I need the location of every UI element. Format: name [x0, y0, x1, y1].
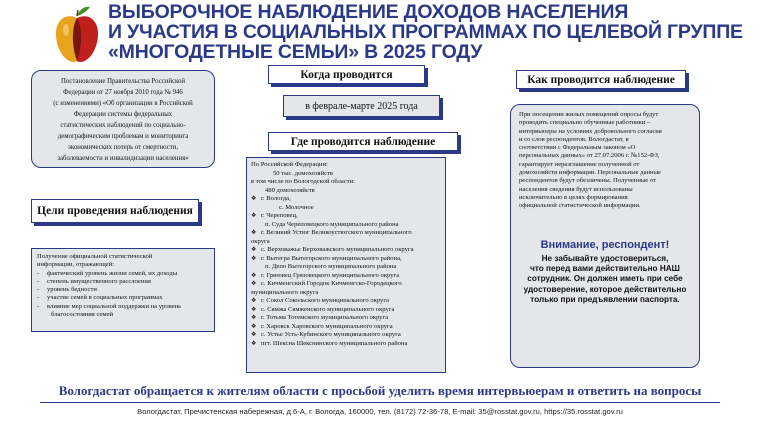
goals-text — [37, 253, 209, 319]
location-text: пгт. Шексна Шекснинского муниципального района — [261, 339, 408, 347]
diamond-bullet-icon: ❖ — [251, 247, 257, 253]
diamond-bullet-icon: ❖ — [251, 315, 257, 321]
decree-line: Федерации системы федеральных — [73, 111, 173, 118]
decree-line: Постановление Правительства Российской — [60, 78, 186, 85]
location-text: п. Депо Вытегорского муниципального района — [265, 263, 397, 270]
decree-line: демографическим проблемам и мониторинга — [57, 133, 189, 140]
location-text: с. Сямжа Сямженского муниципального округа — [261, 305, 395, 313]
location-line — [251, 161, 441, 170]
goals-list-item — [37, 303, 209, 311]
location-line — [251, 170, 441, 179]
location-item — [251, 246, 441, 255]
how-line: домохозяйств информации. Персональные данные — [519, 169, 661, 177]
location-text: г. Грязовец Грязовецкого муниципального округа — [261, 271, 400, 279]
how-line: персональных данных» от 27.07.2006 г. №152-ФЗ, — [519, 152, 660, 160]
page-title — [108, 2, 758, 62]
where-header — [268, 132, 458, 151]
location-text: г. Великий Устюг Великоустюгского муниципального — [261, 229, 412, 236]
diamond-bullet-icon: ❖ — [251, 230, 257, 236]
goals-item-label: фактический уровень жизни семей, их доходы — [47, 269, 178, 277]
dash-bullet-icon: - — [37, 277, 40, 285]
how-line: исключительно в целях формирования — [519, 193, 628, 201]
location-text: в том числе по Вологодской области: — [251, 178, 355, 185]
location-text: с. Верховажье Верховажского муниципального округа — [261, 246, 414, 253]
title-line-3: «МНОГОДЕТНЫЕ СЕМЬИ» В 2025 ГОДУ — [108, 41, 483, 63]
location-item — [251, 272, 441, 281]
how-line: проводить специально обученные работники – — [519, 119, 651, 127]
goals-list-item — [37, 286, 209, 294]
dash-bullet-icon: - — [37, 294, 40, 302]
goals-header — [31, 199, 199, 223]
decree-line: экономических потерь от смертности, — [67, 144, 179, 151]
goals-box — [31, 248, 215, 332]
decree-box — [31, 70, 215, 168]
location-line — [251, 263, 441, 272]
location-line — [251, 204, 441, 213]
how-line: гарантирует неразглашение полученной от — [519, 160, 640, 168]
attention-title: Внимание, респондент! — [540, 238, 670, 251]
diamond-bullet-icon: ❖ — [251, 340, 257, 347]
diamond-bullet-icon: ❖ — [251, 272, 257, 279]
apple-logo-icon — [52, 4, 102, 66]
goals-list-item — [37, 270, 209, 278]
dash-bullet-icon: - — [37, 302, 40, 310]
attention-line: сотрудник. Он должен иметь при себе — [527, 274, 683, 284]
diamond-bullet-icon: ❖ — [251, 196, 257, 202]
decree-line: (с изменениями) «Об организации в Российской — [53, 100, 193, 107]
location-text: г. Вытегра Вытегорского муниципального района, — [261, 254, 402, 262]
when-value: в феврале-марте 2025 года — [305, 100, 418, 112]
appeal-text: Вологдастат обращается к жителям области с просьбой уделить время интервьюерам и ответить на вопросы — [58, 383, 702, 398]
how-header — [516, 70, 686, 89]
attention-line: что перед вами действительно НАШ — [530, 263, 680, 273]
location-text: п. Суда Череповецкого муниципального района — [265, 220, 399, 228]
how-line: При посещении жилых помещений опросы будут — [519, 111, 659, 118]
location-line — [251, 187, 441, 196]
diamond-bullet-icon: ❖ — [251, 298, 257, 304]
how-line: официальной статистической информации. — [519, 202, 641, 210]
where-header-label: Где проводится наблюдение — [290, 135, 436, 148]
attention-line: Не забывайте удостовериться, — [541, 253, 669, 263]
location-text: г. Сокол Сокольского муниципального округа — [261, 297, 389, 304]
location-item — [251, 297, 441, 306]
diamond-bullet-icon: ❖ — [251, 306, 257, 313]
location-text: г. Тотьма Тотемского муниципального округа — [261, 314, 389, 321]
decree-line: Федерации от 27 ноября 2010 года № 946 — [63, 89, 183, 96]
goals-tail: благосостояния семей — [51, 311, 114, 319]
how-line: интервьюеры на условиях добровольного согласия — [519, 127, 662, 135]
dash-bullet-icon: - — [37, 269, 40, 277]
location-item — [251, 314, 441, 323]
decree-line: заболеваемости и инвалидизации населения» — [57, 155, 189, 162]
goals-item-label: влияние мер социальной поддержки на уровень — [47, 302, 182, 310]
location-item — [251, 323, 441, 332]
diamond-bullet-icon: ❖ — [251, 255, 257, 262]
goals-item-label: участие семей в социальных программах — [47, 294, 163, 302]
location-text: 50 тыс. домохозяйств — [273, 169, 334, 177]
location-item — [251, 195, 441, 204]
when-header-label: Когда проводится — [300, 68, 393, 81]
location-line — [251, 221, 441, 230]
location-item — [251, 229, 441, 238]
how-box — [510, 104, 700, 368]
goals-item-label: степень имущественного расслоения — [47, 277, 151, 285]
location-text: муниципального округа — [251, 288, 319, 296]
location-item — [251, 306, 441, 315]
location-line — [251, 238, 441, 247]
where-text — [251, 161, 441, 348]
location-text: г. Череповец, — [261, 212, 298, 219]
title-line-2: И УЧАСТИЯ В СОЦИАЛЬНЫХ ПРОГРАММАХ ПО ЦЕЛЕВОЙ ГРУППЕ — [108, 21, 743, 43]
location-text: г. Харовск Харовского муниципального округа — [261, 322, 393, 330]
goals-list-item — [37, 278, 209, 286]
location-item — [251, 280, 441, 289]
where-box — [246, 157, 446, 373]
footer-divider — [40, 402, 720, 403]
diamond-bullet-icon: ❖ — [251, 332, 257, 338]
dash-bullet-icon: - — [37, 286, 40, 294]
footer-contacts: Вологдастат, Пречистенская набережная, д.6-А, г. Вологда, 160000, тел. (8172) 72-36-78, E-mail: 35@rosstat.gov.ru, https://35.rosstat.gov.ru — [137, 407, 623, 416]
attention-block — [519, 239, 691, 306]
goals-list-item — [37, 294, 209, 302]
location-item — [251, 255, 441, 264]
diamond-bullet-icon: ❖ — [251, 281, 257, 287]
location-text: с. Устье Усть-Кубинского муниципального округа — [261, 331, 401, 338]
decree-line: статистических наблюдений по социально- — [60, 122, 186, 129]
location-item — [251, 212, 441, 221]
location-item — [251, 331, 441, 340]
how-line: и со слов респондентов. Вологдастат, в — [519, 135, 629, 143]
how-line: респондентов будут обезличены. Полученные от — [519, 177, 656, 185]
how-text — [519, 111, 691, 211]
location-item — [251, 340, 441, 349]
location-text: г. Вологда, — [261, 195, 291, 202]
attention-line: удостоверение, которое действительно — [523, 284, 687, 294]
when-header — [268, 65, 425, 84]
attention-line: только при предъявлении паспорта. — [530, 295, 680, 305]
location-line — [251, 178, 441, 187]
goals-intro-line: Получение официальной статистической — [37, 253, 153, 260]
when-value-box — [283, 95, 440, 117]
title-line-1: ВЫБОРОЧНОЕ НАБЛЮДЕНИЕ ДОХОДОВ НАСЕЛЕНИЯ — [108, 1, 629, 23]
location-line — [251, 289, 441, 298]
diamond-bullet-icon: ❖ — [251, 323, 257, 330]
attention-text — [519, 254, 691, 306]
decree-text — [36, 76, 210, 164]
how-header-label: Как проводится наблюдение — [527, 73, 675, 86]
location-text: округа — [251, 237, 270, 245]
goals-header-label: Цели проведения наблюдения — [37, 205, 193, 217]
location-text: По Российской Федерации: — [251, 161, 328, 168]
location-text: с. Молочное — [279, 203, 314, 211]
how-line: соответствии с Федеральным законом «О — [519, 144, 636, 152]
location-text: 480 домохозяйств — [265, 186, 315, 194]
location-text: с. Кичменгский Городок Кичменгско-Городецкого — [261, 280, 402, 287]
how-line: населения сведения будут использованы — [519, 185, 633, 193]
goals-intro-line: информации, отражающей: — [37, 261, 114, 269]
diamond-bullet-icon: ❖ — [251, 213, 257, 219]
goals-item-label: уровень бедности — [47, 286, 97, 294]
